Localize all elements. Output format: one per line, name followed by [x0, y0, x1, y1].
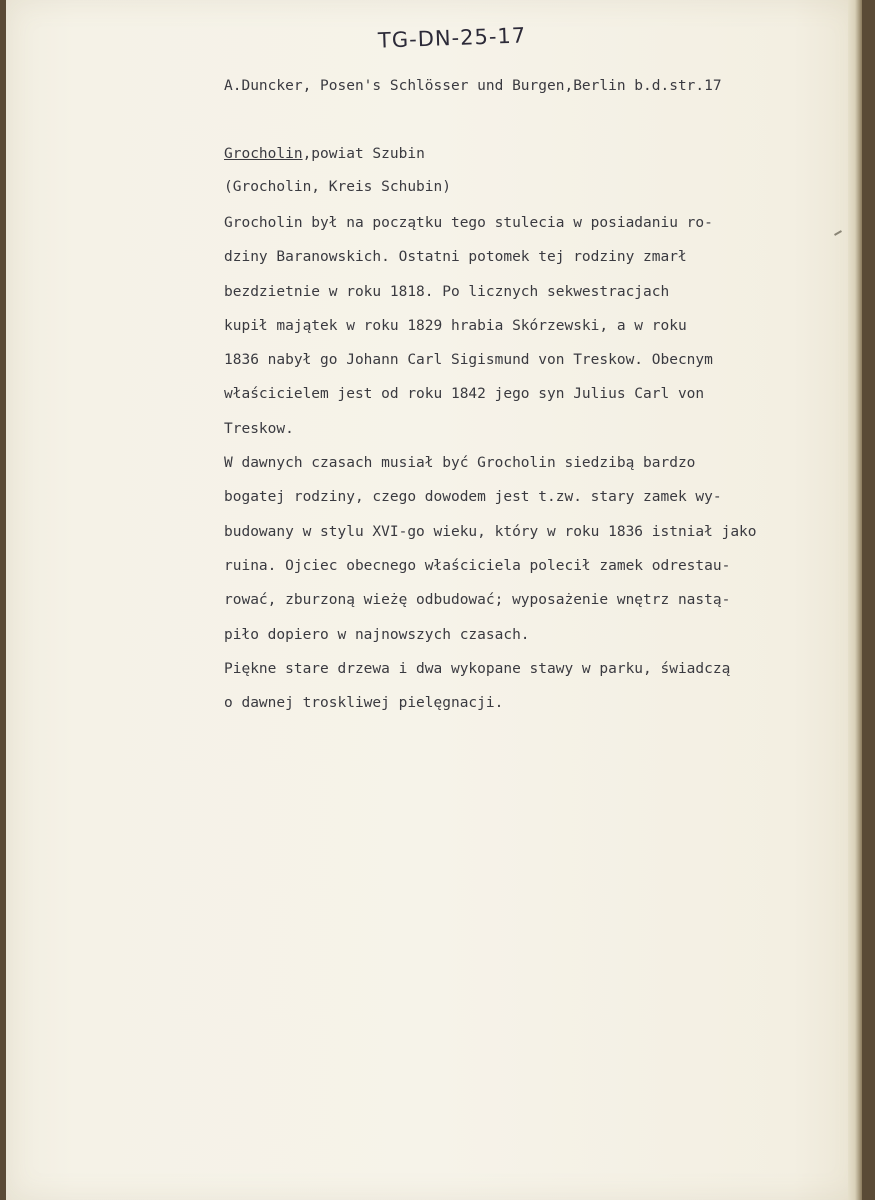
heading-subtitle: (Grocholin, Kreis Schubin) [224, 179, 451, 195]
body-line: rować, zburzoną wieżę odbudować; wyposażenie wnętrz nastą- [224, 592, 731, 609]
heading-district: ,powiat Szubin [302, 146, 425, 162]
bleed-through-text [186, 178, 194, 193]
heading [224, 146, 425, 162]
body-line: kupił majątek w roku 1829 hrabia Skórzewski, a w roku [224, 317, 687, 334]
body-line: bogatej rodziny, czego dowodem jest t.zw. stary zamek wy- [224, 489, 722, 506]
body-line: Piękne stare drzewa i dwa wykopane stawy w parku, świadczą [224, 660, 731, 677]
body-line: budowany w stylu XVI-go wieku, który w roku 1836 istniał jako [224, 523, 757, 540]
body-line: bezdzietnie w roku 1818. Po licznych sekwestracjach [224, 283, 670, 300]
body-line: piło dopiero w najnowszych czasach. [224, 626, 530, 643]
body-line: dziny Baranowskich. Ostatni potomek tej rodziny zmarł [224, 249, 687, 266]
page-edge [848, 0, 862, 1200]
source-reference: A.Duncker, Posen's Schlösser und Burgen,Berlin b.d.str.17 [224, 78, 722, 94]
document-page [6, 0, 862, 1200]
body-line: W dawnych czasach musiał być Grocholin siedzibą bardzo [224, 455, 696, 472]
body-text [224, 210, 844, 724]
archive-code: TG-DN-25-17 [377, 23, 527, 53]
body-line: właścicielem jest od roku 1842 jego syn Julius Carl von [224, 386, 705, 403]
body-line: ruina. Ojciec obecnego właściciela polecił zamek odrestau- [224, 557, 731, 574]
heading-place: Grocholin [224, 146, 303, 162]
body-line: Grocholin był na początku tego stulecia w posiadaniu ro- [224, 215, 713, 231]
body-line: Treskow. [224, 420, 294, 437]
body-line: o dawnej troskliwej pielęgnacji. [224, 695, 504, 712]
body-line: 1836 nabył go Johann Carl Sigismund von Treskow. Obecnym [224, 352, 713, 369]
